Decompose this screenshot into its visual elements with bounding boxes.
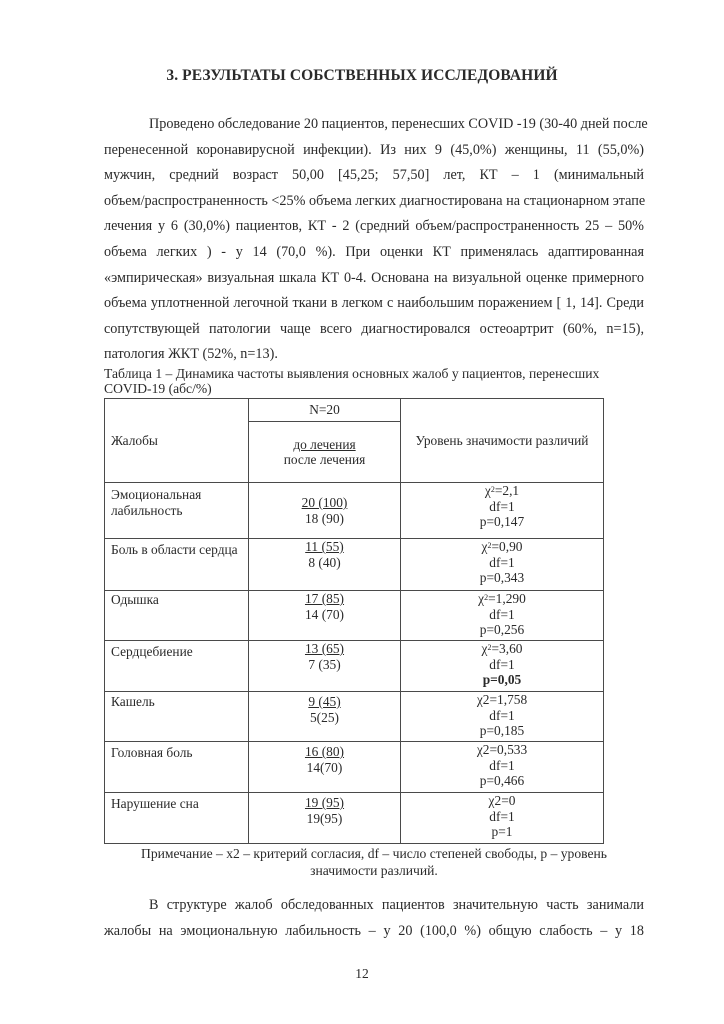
table-row — [105, 483, 604, 539]
text-line: сопутствующей патологии чаще всего диагностировался остеоартрит (60%, n=15), — [104, 320, 644, 337]
p-value: p=0,185 — [479, 723, 525, 738]
df-value: df=1 — [489, 554, 515, 570]
header-n: N=20 — [249, 399, 401, 422]
p-value: p=0,343 — [479, 570, 525, 585]
p-value: p=1 — [491, 824, 513, 839]
table-header-row — [105, 399, 604, 422]
table-caption: Таблица 1 – Динамика частоты выявления основных жалоб у пациентов, перенесших COVID-19 (абс/%) — [104, 366, 600, 396]
before-value: 19 (95) — [304, 795, 345, 810]
chi-square: $\chi^2=3,60$ — [481, 641, 523, 656]
note-line: Примечание – x2 – критерий согласия, df – число степеней свободы, p – уровень — [141, 846, 607, 861]
text-line: жалобы на эмоциональную лабильность – у 20 (100,0 %) общую слабость – у 18 — [104, 922, 644, 939]
closing-paragraph — [104, 893, 644, 944]
df-value: df=1 — [489, 606, 515, 622]
chi-square: χ2=1,758 — [476, 692, 528, 707]
header-before-after — [249, 422, 401, 483]
table-row — [105, 793, 604, 844]
chi-square: χ2=0 — [488, 793, 516, 808]
text-line: Проведено обследование 20 пациентов, перенесших COVID -19 (30-40 дней после — [149, 116, 648, 132]
table-row — [105, 692, 604, 742]
significance-cell — [401, 793, 604, 844]
text-line: объема уплотненной легочной ткани в легком с наибольшим поражением [ 1, 14]. Среди — [104, 295, 644, 312]
chi-square: $\chi^2=0,90$ — [481, 539, 523, 554]
significance-cell — [401, 591, 604, 641]
frequency-cell — [249, 641, 401, 692]
header-before: до лечения — [293, 436, 356, 452]
text-line: объем/распространенность <25% объема легких диагностирована на стационарном этапе — [104, 192, 646, 209]
text-line: мужчин, средний возраст 50,00 [45,25; 57,50] лет, КТ – 1 (минимальный — [104, 167, 644, 184]
frequency-cell — [249, 591, 401, 641]
text-line: «эмпирическая» визуальная шкала КТ 0-4. Основана на визуальной оценке примерного — [104, 269, 644, 286]
significance-cell — [401, 483, 604, 539]
header-complaints: Жалобы — [105, 399, 249, 483]
section-heading: 3. РЕЗУЛЬТАТЫ СОБСТВЕННЫХ ИССЛЕДОВАНИЙ — [166, 67, 558, 84]
before-value: 9 (45) — [308, 694, 341, 709]
chi-square: $\chi^2=2,1$ — [484, 483, 520, 498]
df-value: df=1 — [489, 656, 515, 672]
p-value: p=0,256 — [479, 622, 525, 637]
table-row — [105, 742, 604, 793]
complaint-cell: Нарушение сна — [105, 793, 249, 844]
complaint-cell: Сердцебиение — [105, 641, 249, 692]
df-value: df=1 — [489, 757, 515, 773]
p-value: p=0,147 — [479, 514, 525, 529]
complaint-cell: Головная боль — [105, 742, 249, 793]
df-value: df=1 — [489, 498, 515, 514]
after-value: 8 (40) — [308, 554, 341, 570]
frequency-cell — [249, 539, 401, 591]
after-value: 7 (35) — [308, 656, 341, 672]
header-significance: Уровень значимости различий — [401, 399, 604, 483]
after-value: 14(70) — [306, 759, 343, 775]
text-line: лечения у 6 (30,0%) пациентов, КТ - 2 (средний объем/распространенность 25 – 50% — [104, 218, 644, 235]
chi-square: χ2=0,533 — [476, 742, 528, 757]
frequency-cell — [249, 793, 401, 844]
table-row — [105, 641, 604, 692]
after-value: 5(25) — [309, 709, 339, 725]
before-value: 13 (65) — [304, 641, 345, 656]
frequency-cell — [249, 692, 401, 742]
intro-paragraph — [104, 112, 648, 368]
note-line: значимости различий. — [310, 863, 438, 878]
before-value: 17 (85) — [304, 591, 345, 606]
frequency-cell — [249, 483, 401, 539]
before-value: 20 (100) — [301, 495, 348, 510]
complaint-cell: Боль в области сердца — [105, 539, 249, 591]
table-row — [105, 591, 604, 641]
complaint-cell: Одышка — [105, 591, 249, 641]
text-line: В структуре жалоб обследованных пациентов значительную часть занимали — [149, 897, 644, 913]
complaint-cell: Кашель — [105, 692, 249, 742]
significance-cell — [401, 539, 604, 591]
table-note — [104, 845, 644, 879]
before-value: 11 (55) — [305, 539, 344, 554]
table-row — [105, 539, 604, 591]
after-value: 14 (70) — [304, 606, 345, 622]
significance-cell — [401, 742, 604, 793]
frequency-cell — [249, 742, 401, 793]
header-after: после лечения — [283, 452, 366, 467]
complaints-table — [104, 398, 604, 844]
text-line: патология ЖКТ (52%, n=13). — [104, 346, 278, 363]
significance-cell — [401, 641, 604, 692]
text-line: перенесенной коронавирусной инфекции). Из них 9 (45,0%) женщины, 11 (55,0%) — [104, 141, 644, 158]
p-value-significant: p=0,05 — [482, 672, 522, 687]
significance-cell — [401, 692, 604, 742]
after-value: 18 (90) — [304, 510, 345, 526]
page-number: 12 — [355, 966, 369, 981]
chi-square: $\chi^2=1,290$ — [478, 591, 526, 606]
df-value: df=1 — [489, 707, 515, 723]
before-value: 16 (80) — [304, 744, 345, 759]
p-value: p=0,466 — [479, 773, 525, 788]
after-value: 19(95) — [306, 810, 343, 826]
text-line: объема легких ) - у 14 (70,0 %). При оценки КТ применялась адаптированная — [104, 243, 644, 260]
df-value: df=1 — [489, 808, 515, 824]
complaint-cell: Эмоциональная лабильность — [105, 483, 249, 539]
